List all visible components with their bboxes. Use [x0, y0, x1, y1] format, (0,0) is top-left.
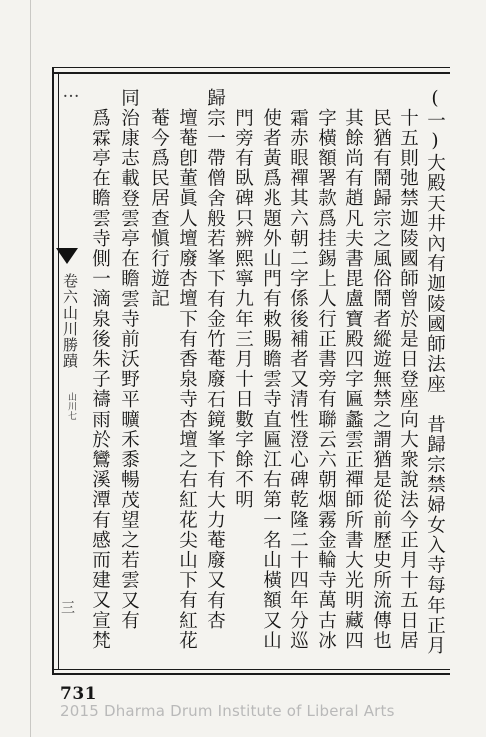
running-heading-fragment: …	[61, 82, 81, 102]
text-column-12: 同治康志載登雲亭在瞻雲寺前沃野平曠禾黍暢茂望之若雲又有	[118, 88, 140, 631]
text-column-2: 十五則弛禁迦陵國師曾於是日登座向大衆說法今正月十五日居	[397, 108, 419, 651]
text-column-11: 菴今爲民居查愼行遊記	[148, 108, 170, 309]
text-column-1: (一)大殿天井內有迦陵國師法座 昔歸宗禁婦女入寺每年正月	[424, 88, 446, 656]
watermark: 2015 Dharma Drum Institute of Liberal Arts	[60, 702, 395, 720]
text-column-4: 其餘尚有趙凡夫書毘盧寶殿四字匾蠡雲正禪師所書大光明藏四	[342, 108, 364, 651]
binding-edge	[30, 0, 31, 737]
chapter-title: 卷六山川勝蹟	[61, 273, 79, 369]
text-column-5: 字橫額署款爲挂錫上人行正書旁有聯云六朝烟霧金輪寺萬古冰	[315, 108, 337, 651]
top-border-thick	[52, 72, 450, 74]
text-column-9: 歸宗一帶僧舍般若峯下有金竹菴廢石鏡峯下有大力菴廢又有杏	[204, 88, 226, 631]
leaf-number: 三	[59, 600, 75, 614]
text-column-10: 壇菴卽董眞人壇廢杏壇下有香泉寺杏壇之右紅花尖山下有紅花	[176, 108, 198, 651]
section-tag: 山川七	[66, 392, 76, 421]
bottom-border-thick	[52, 673, 450, 675]
text-column-13: 爲霖亭在瞻雲寺側一滴泉後朱子禱雨於鸞溪潭有感而建又宣梵	[89, 108, 111, 651]
text-column-3: 民猶有鬧歸宗之風俗鬧者縱遊無禁之謂猶是從前歷史所流傳也	[370, 108, 392, 651]
page-number: 731	[60, 684, 97, 704]
text-column-6: 霜赤眼禪其六朝二字係後補者又清性澄心碑乾隆二十四年分巡	[287, 108, 309, 651]
text-column-7: 使者黃爲兆題外山門有敕賜瞻雲寺直匾江右第一名山橫額又山	[260, 108, 282, 651]
text-column-8: 門旁有臥碑只辨熙寧九年三月十日數字餘不明	[232, 108, 254, 510]
top-border-thin	[52, 67, 450, 68]
bottom-border-thin	[52, 669, 450, 670]
left-border-outer	[52, 67, 54, 675]
fish-tail-mark	[56, 248, 78, 264]
centerfold-line	[58, 74, 59, 670]
